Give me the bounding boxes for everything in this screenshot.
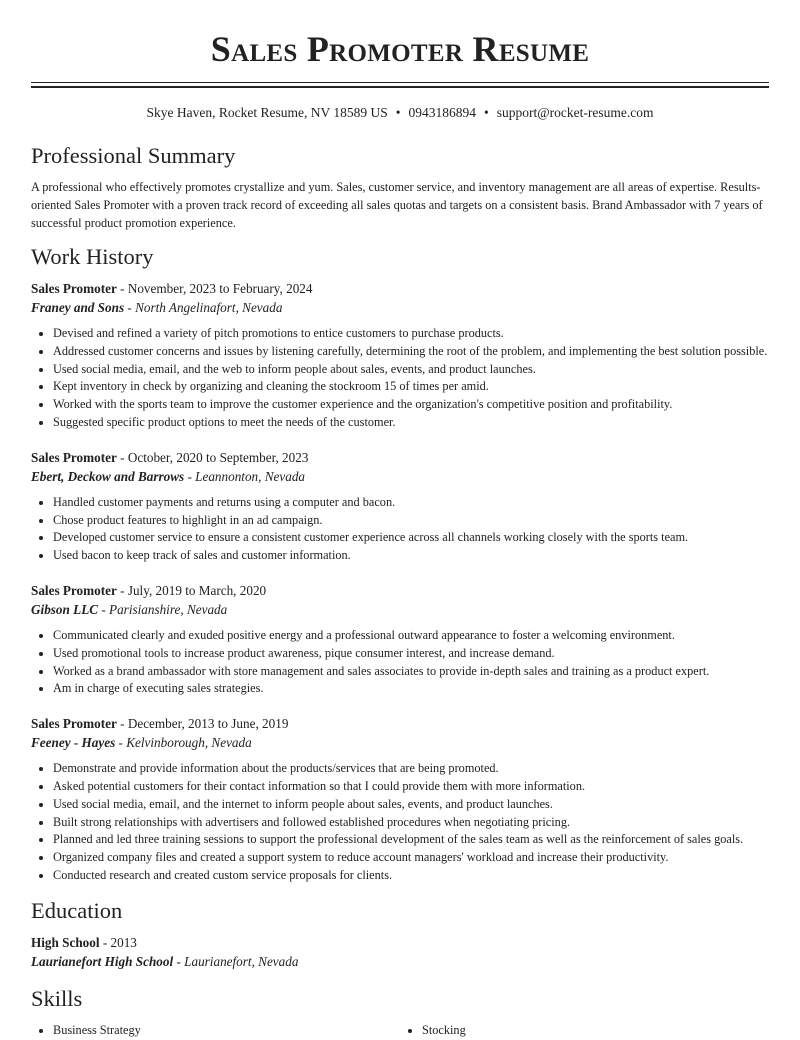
title-rule-thick <box>31 86 769 88</box>
job-bullets <box>31 627 769 698</box>
summary-text: A professional who effectively promotes crystallize and yum. Sales, customer service, and inventory management are all areas of expertise. Results-oriented Sales Promoter with a proven track record of exceeding all sales quotas and targets on a consistent basis. Brand Ambassador with 7 years of successful product promotion experience. <box>31 180 763 230</box>
contact-address: Skye Haven, Rocket Resume, NV 18589 US <box>146 105 388 120</box>
list-item: • Organized company files and created a support system to reduce account managers' workload and increase their productivity. <box>53 849 769 867</box>
job-location: - Kelvinborough, Nevada <box>115 735 252 751</box>
summary-section <box>31 143 769 232</box>
contact-phone: 0943186894 <box>408 105 476 120</box>
job-entry <box>31 448 769 565</box>
list-item: • Planned and led three training sessions to support the professional development of the sales team as well as the reinforcement of sales goals. <box>53 831 769 849</box>
job-title: Sales Promoter <box>31 449 117 465</box>
job-dates: - November, 2023 to February, 2024 <box>116 281 313 296</box>
education-school: Laurianefort High School <box>31 954 174 969</box>
job-dates: - July, 2019 to March, 2020 <box>116 582 267 598</box>
list-item: • Demonstrate and provide information about the products/services that are being promoted. <box>53 760 769 778</box>
job-company: Franey and Sons <box>31 300 125 315</box>
skill-item: • Stocking <box>422 1022 769 1040</box>
list-item: • Addressed customer concerns and issues by listening carefully, determining the root of the problem, and implementing the best solution possible. <box>53 343 769 361</box>
list-item: • Handled customer payments and returns using a computer and bacon. <box>53 494 769 512</box>
job-dates: - December, 2013 to June, 2019 <box>116 716 289 732</box>
work-history-section <box>31 244 769 885</box>
list-item: • Built strong relationships with advertisers and followed established procedures when negotiating pricing. <box>53 814 769 832</box>
contact-line <box>0 105 800 121</box>
skills-list <box>31 1022 769 1040</box>
job-title: Sales Promoter <box>31 716 117 732</box>
contact-separator: • <box>483 105 489 120</box>
list-item: • Used promotional tools to increase product awareness, pique consumer interest, and increase demand. <box>53 645 769 663</box>
job-entry <box>31 279 769 432</box>
job-location: - Parisianshire, Nevada <box>98 601 228 617</box>
list-item: • Asked potential customers for their contact information so that I could provide them with more information. <box>53 778 769 796</box>
list-item: • Am in charge of executing sales strategies. <box>53 680 769 698</box>
job-location: - Leannonton, Nevada <box>184 468 306 484</box>
education-degree: High School <box>31 935 100 950</box>
job-entry <box>31 581 769 698</box>
list-item: • Used social media, email, and the internet to inform people about sales, events, and product launches. <box>53 796 769 814</box>
job-bullets <box>31 325 769 432</box>
title-rule-thin <box>31 82 769 83</box>
education-heading: Education <box>31 898 123 923</box>
job-company: Ebert, Deckow and Barrows <box>31 468 185 484</box>
education-year: - 2013 <box>99 935 137 950</box>
education-section <box>31 898 769 972</box>
skills-column-right <box>400 1022 769 1040</box>
contact-separator: • <box>395 105 401 120</box>
list-item: • Conducted research and created custom service proposals for clients. <box>53 867 769 885</box>
job-bullets <box>31 494 769 565</box>
skills-heading: Skills <box>31 986 83 1011</box>
list-item: • Worked with the sports team to improve the customer experience and the organization's competitive position and profitability. <box>53 396 769 414</box>
list-item: • Communicated clearly and exuded positive energy and a professional outward appearance to foster a welcoming environment. <box>53 627 769 645</box>
job-company: Feeney - Hayes <box>31 735 116 751</box>
job-title: Sales Promoter <box>31 281 117 296</box>
list-item: • Developed customer service to ensure a consistent customer experience across all channels working closely with the sports team. <box>53 529 769 547</box>
job-entry <box>31 714 769 885</box>
job-company: Gibson LLC <box>31 601 99 617</box>
list-item: • Kept inventory in check by organizing and cleaning the stockroom 15 of times per amid. <box>53 378 769 396</box>
job-dates: - October, 2020 to September, 2023 <box>116 449 309 465</box>
education-location: - Laurianefort, Nevada <box>173 954 299 969</box>
list-item: • Used social media, email, and the web to inform people about sales, events, and product launches. <box>53 361 769 379</box>
resume-title: Sales Promoter Resume <box>210 29 590 69</box>
work-history-heading: Work History <box>31 244 154 269</box>
list-item: • Used bacon to keep track of sales and customer information. <box>53 547 769 565</box>
summary-heading: Professional Summary <box>31 143 236 168</box>
job-bullets <box>31 760 769 885</box>
list-item: • Devised and refined a variety of pitch promotions to entice customers to purchase products. <box>53 325 769 343</box>
skills-section <box>31 986 769 1040</box>
skill-item: • Business Strategy <box>53 1022 400 1040</box>
job-title: Sales Promoter <box>31 582 117 598</box>
contact-email: support@rocket-resume.com <box>496 105 654 120</box>
skills-column-left <box>31 1022 400 1040</box>
job-location: - North Angelinafort, Nevada <box>124 300 283 315</box>
list-item: • Chose product features to highlight in an ad campaign. <box>53 512 769 530</box>
list-item: • Suggested specific product options to meet the needs of the customer. <box>53 414 769 432</box>
list-item: • Worked as a brand ambassador with store management and sales associates to provide in-depth sales and training as a product expert. <box>53 663 769 681</box>
